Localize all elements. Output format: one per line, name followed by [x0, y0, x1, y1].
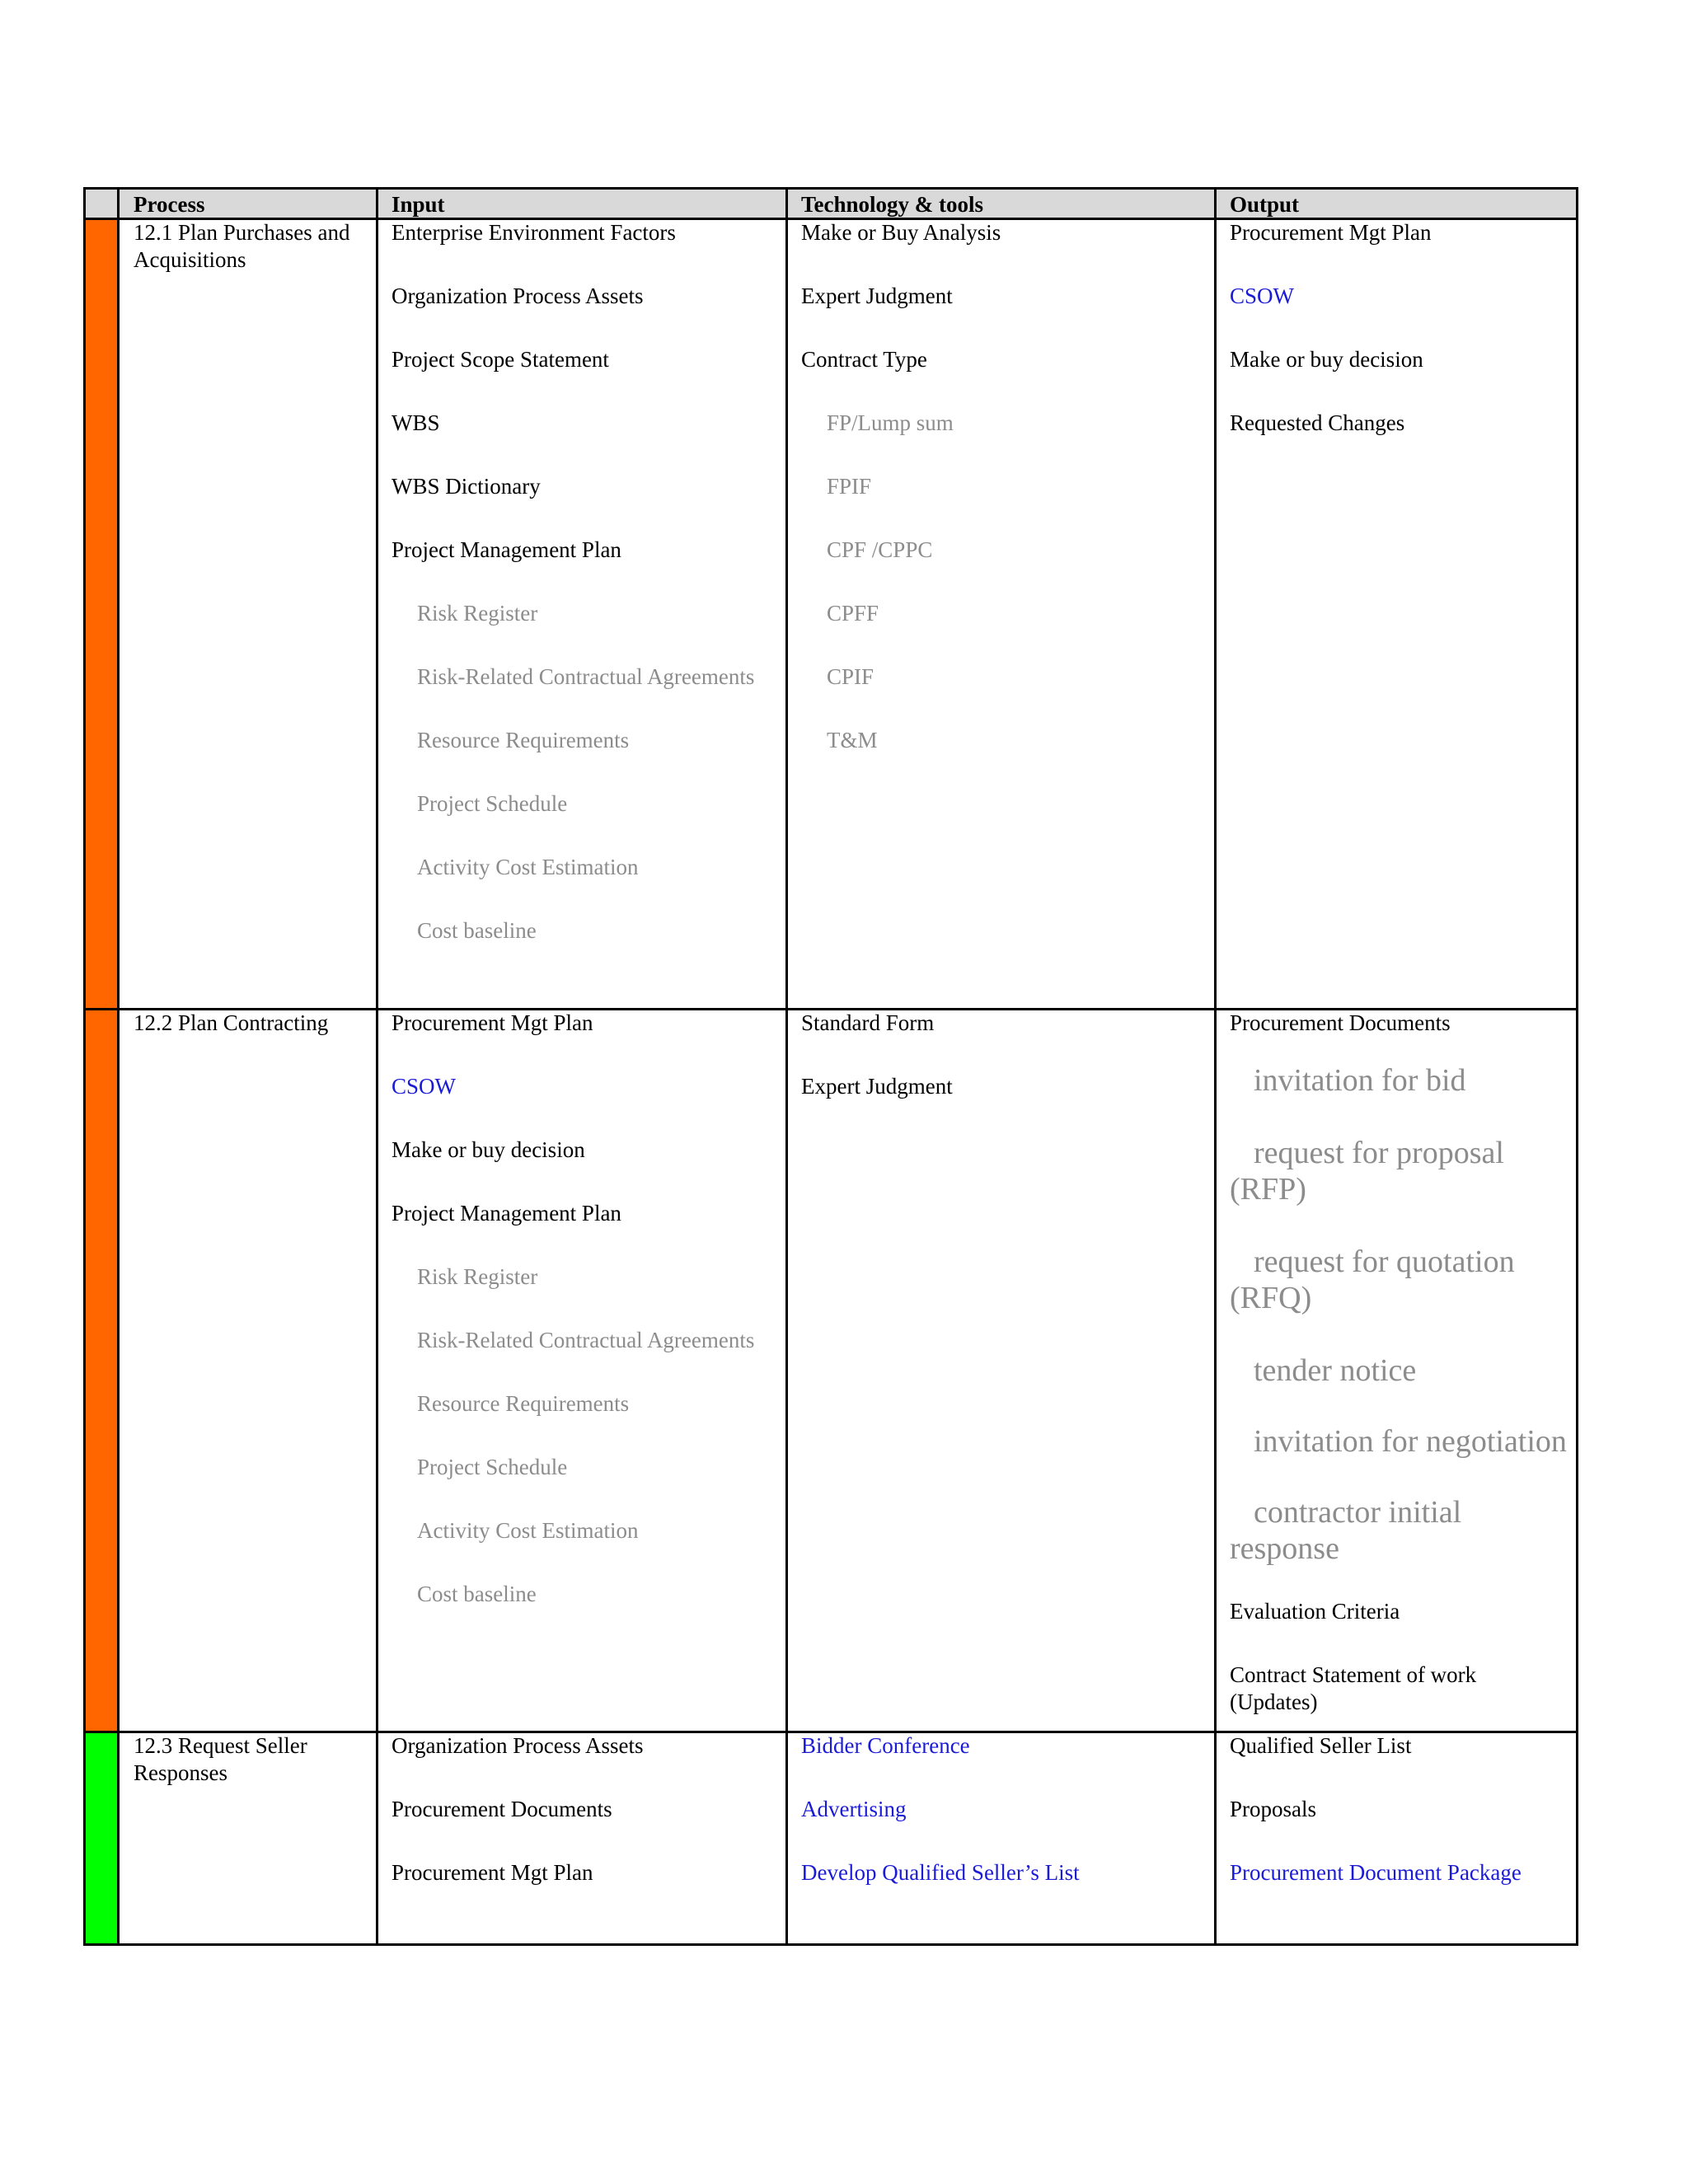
process-name: 12.3 Request Seller Responses [134, 1733, 307, 1785]
list-item: Make or buy decision [392, 1137, 585, 1162]
list-sub-item: Project Schedule [417, 791, 568, 816]
list-item: Evaluation Criteria [1230, 1599, 1400, 1624]
list-sub-item: tender notice [1254, 1353, 1417, 1388]
column-divider [117, 190, 120, 1943]
row-2-output-cell [1230, 1010, 1576, 1716]
column-divider [1214, 190, 1217, 1943]
list-item: Project Management Plan [392, 537, 621, 562]
list-item: Procurement Documents [1230, 1010, 1451, 1035]
list-item: Procurement Mgt Plan [392, 1860, 593, 1885]
header-input: Input [392, 192, 445, 217]
list-sub-item: Activity Cost Estimation [417, 855, 639, 879]
list-item: Contract Type [801, 347, 927, 372]
list-sub-item: Risk Register [417, 1264, 538, 1289]
row-3-tools-cell [801, 1732, 1212, 1886]
row-2-tools-cell [801, 1010, 1212, 1100]
process-name: 12.2 Plan Contracting [134, 1010, 329, 1035]
list-sub-item: request for proposal (RFP) [1230, 1136, 1504, 1207]
process-name: 12.1 Plan Purchases and Acquisitions [134, 220, 350, 272]
list-item: Expert Judgment [801, 284, 953, 308]
list-item: CSOW [392, 1074, 457, 1099]
list-sub-item: contractor initial response [1230, 1495, 1462, 1566]
row-3-status-strip [86, 1733, 117, 1943]
list-sub-item: Project Schedule [417, 1455, 568, 1479]
list-sub-item: request for quotation (RFQ) [1230, 1244, 1515, 1315]
row-3-input-cell [392, 1732, 783, 1886]
list-item: Make or buy decision [1230, 347, 1423, 372]
list-sub-item: T&M [827, 728, 878, 752]
column-divider [785, 190, 788, 1943]
list-item: Develop Qualified Seller’s List [801, 1860, 1080, 1885]
list-item: WBS Dictionary [392, 474, 541, 499]
row-1-output-cell [1230, 219, 1574, 437]
column-divider [376, 190, 378, 1943]
list-item: Organization Process Assets [392, 1733, 644, 1758]
list-item: Proposals [1230, 1797, 1317, 1821]
row-2-status-strip [86, 1010, 117, 1731]
list-item: Advertising [801, 1797, 907, 1821]
list-sub-item: FPIF [827, 474, 872, 499]
list-item: Contract Statement of work (Updates) [1230, 1662, 1477, 1714]
list-item: Expert Judgment [801, 1074, 953, 1099]
list-item: Standard Form [801, 1010, 935, 1035]
list-sub-item: Resource Requirements [417, 728, 630, 752]
list-item: Procurement Mgt Plan [1230, 220, 1432, 245]
header-tools: Technology & tools [801, 192, 984, 217]
list-sub-item: Risk-Related Contractual Agreements [417, 664, 755, 689]
list-item: Project Scope Statement [392, 347, 609, 372]
list-sub-item: invitation for negotiation [1254, 1424, 1567, 1459]
list-sub-item: CPIF [827, 664, 874, 689]
list-item: Bidder Conference [801, 1733, 970, 1758]
row-1-input-cell [392, 219, 783, 944]
list-sub-item: invitation for bid [1254, 1063, 1466, 1098]
list-sub-item: CPFF [827, 601, 879, 626]
list-sub-item: Cost baseline [417, 1582, 537, 1606]
row-1-status-strip [86, 220, 117, 1008]
list-item: Procurement Document Package [1230, 1860, 1522, 1885]
header-output: Output [1230, 192, 1300, 217]
process-table [83, 187, 1578, 1946]
list-item: Qualified Seller List [1230, 1733, 1412, 1758]
list-sub-item: Risk-Related Contractual Agreements [417, 1328, 755, 1352]
list-item: Project Management Plan [392, 1201, 621, 1226]
list-item: WBS [392, 410, 440, 435]
row-2-input-cell [392, 1010, 783, 1608]
list-sub-item: Activity Cost Estimation [417, 1518, 639, 1543]
list-item: Enterprise Environment Factors [392, 220, 676, 245]
list-item: Procurement Documents [392, 1797, 612, 1821]
row-1-tools-cell [801, 219, 1212, 754]
list-item: Procurement Mgt Plan [392, 1010, 593, 1035]
list-sub-item: Risk Register [417, 601, 538, 626]
header-process: Process [134, 192, 205, 217]
list-item: CSOW [1230, 284, 1295, 308]
row-3-output-cell [1230, 1732, 1574, 1886]
list-sub-item: CPF /CPPC [827, 537, 933, 562]
list-item: Requested Changes [1230, 410, 1405, 435]
list-item: Organization Process Assets [392, 284, 644, 308]
list-sub-item: Cost baseline [417, 918, 537, 943]
list-item: Make or Buy Analysis [801, 220, 1001, 245]
list-sub-item: FP/Lump sum [827, 410, 954, 435]
list-sub-item: Resource Requirements [417, 1391, 630, 1416]
